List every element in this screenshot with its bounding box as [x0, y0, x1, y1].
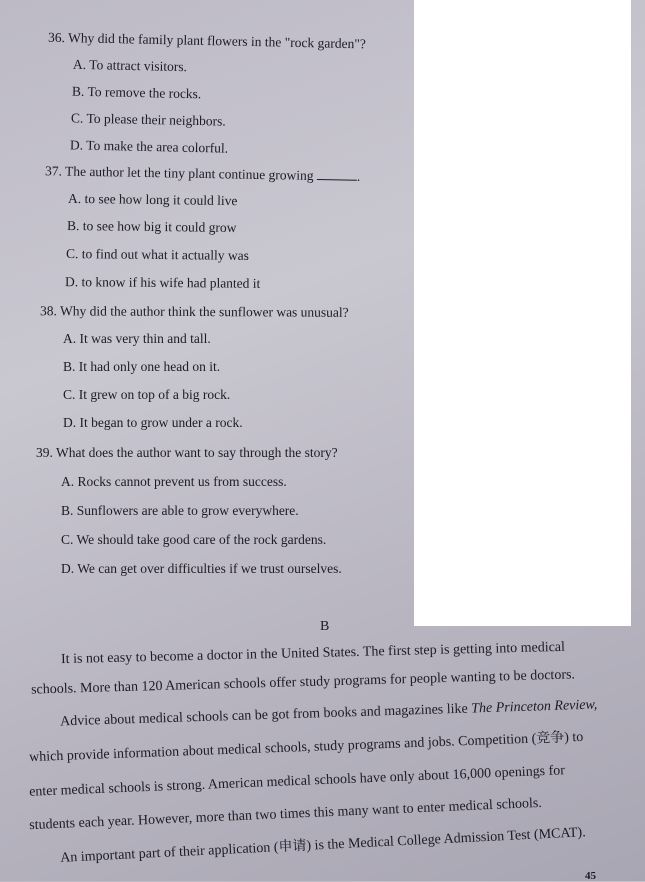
- question-36-option-c: C. To please their neighbors.: [70, 110, 226, 129]
- question-38-option-c: C. It grew on top of a big rock.: [63, 387, 231, 402]
- blank-cover-area: [414, 0, 631, 626]
- question-39-option-c: C. We should take good care of the rock gardens.: [61, 532, 327, 547]
- question-37-option-d: D. to know if his wife had planted it: [64, 274, 261, 291]
- section-heading: B: [320, 619, 330, 634]
- passage-line-6: students each year. However, more than two times this many want to enter medical schools.: [28, 795, 543, 834]
- answer-blank: [317, 169, 357, 181]
- question-38-option-b: B. It had only one head on it.: [63, 359, 221, 374]
- page-number: 45: [585, 870, 596, 882]
- passage-line-7: An important part of their application (申请) is the Medical College Admission Test (MCAT).: [59, 825, 587, 866]
- passage-line-2: schools. More than 120 American schools offer study programs for people wanting to be doctors.: [30, 667, 576, 698]
- question-37-stem: [45, 163, 361, 185]
- question-37-option-a: A. to see how long it could live: [67, 190, 238, 209]
- question-39-option-d: D. We can get over difficulties if we trust ourselves.: [61, 561, 342, 576]
- question-37-option-c: C. to find out what it actually was: [65, 246, 250, 263]
- passage-line-5: enter medical schools is strong. American medical schools have only about 16,000 openings for: [28, 763, 566, 800]
- question-36-option-b: B. To remove the rocks.: [71, 83, 202, 102]
- question-37-stem-text: 37. The author let the tiny plant continue growing: [44, 163, 314, 183]
- question-39-option-b: B. Sunflowers are able to grow everywhere.: [61, 503, 299, 518]
- passage-line-1: It is not easy to become a doctor in the United States. The first step is getting into medical: [60, 639, 566, 668]
- question-38-option-a: A. It was very thin and tall.: [63, 331, 211, 346]
- question-36-option-a: A. To attract visitors.: [72, 56, 188, 75]
- passage-line-3-text: Advice about medical schools can be got from books and magazines like: [59, 701, 468, 730]
- publication-title: The Princeton Review,: [471, 697, 598, 717]
- question-39-option-a: A. Rocks cannot prevent us from success.: [61, 474, 287, 489]
- passage-line-4: which provide information about medical schools, study programs and jobs. Competition (竞争) to: [28, 729, 584, 766]
- question-39-stem: 39. What does the author want to say through the story?: [36, 445, 338, 460]
- passage-line-3: [60, 698, 598, 731]
- question-36-option-d: D. To make the area colorful.: [69, 137, 229, 156]
- question-38-stem: 38. Why did the author think the sunflower was unusual?: [39, 303, 349, 320]
- question-38-option-d: D. It began to grow under a rock.: [63, 415, 243, 430]
- question-37-option-b: B. to see how big it could grow: [66, 217, 237, 236]
- question-36-stem: 36. Why did the family plant flowers in the "rock garden"?: [47, 29, 366, 52]
- question-37-stem-end: .: [356, 168, 361, 184]
